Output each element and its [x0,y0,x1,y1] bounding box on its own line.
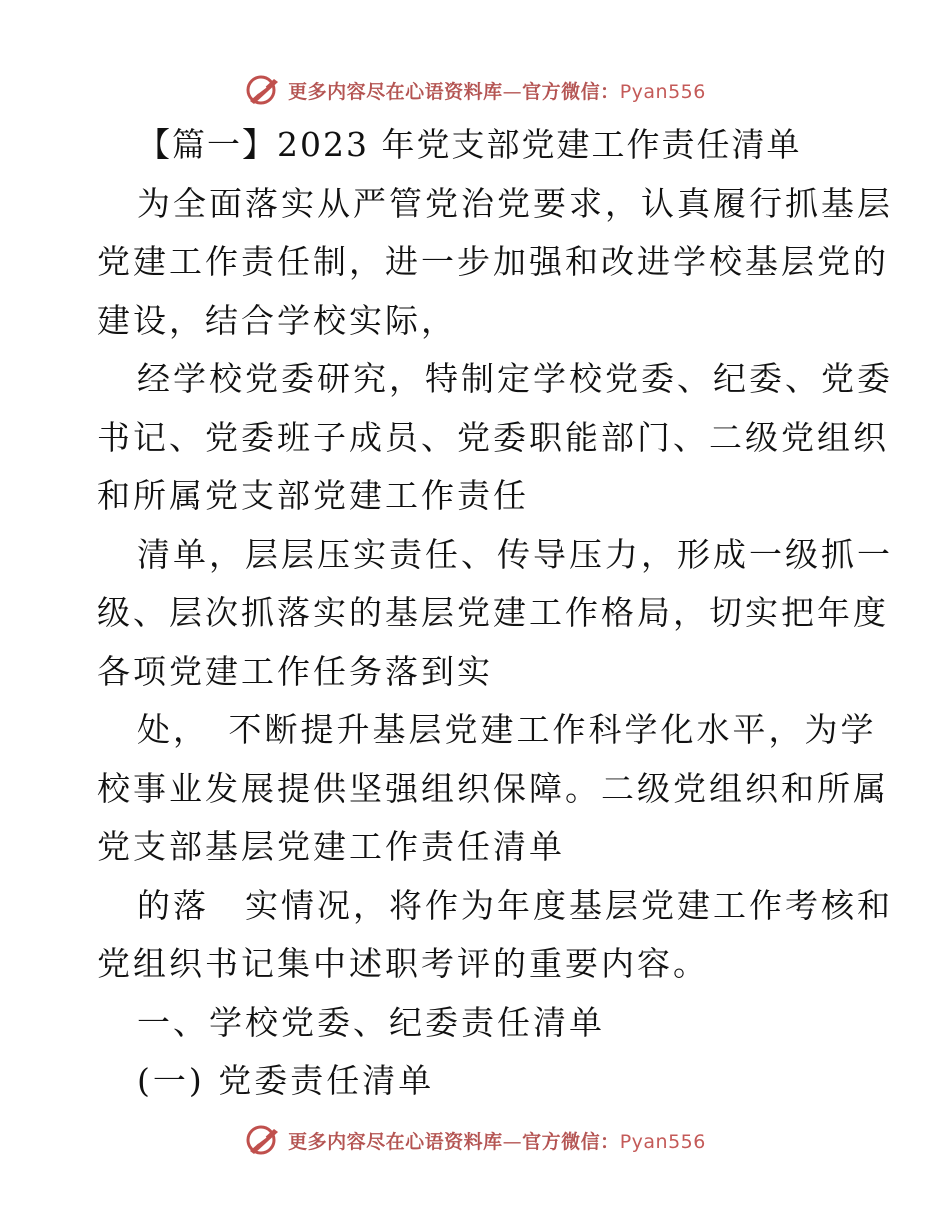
watermark-separator: — [502,80,523,103]
document-title: 【篇一】2023 年党支部党建工作责任清单 [137,125,802,164]
watermark-text [288,1127,706,1154]
pen-logo-icon [244,1123,282,1157]
document-body [97,116,893,1111]
pen-logo-icon [244,73,282,107]
watermark-site-name: 更多内容尽在心语资料库 [288,80,503,103]
paragraph-line: 书记、党委班子成员、党委职能部门、二级党组织 [97,417,889,457]
paragraph-line: 清单，层层压实责任、传导压力，形成一级抓一 [137,534,893,574]
watermark-contact-label: 官方微信： [522,80,620,103]
paragraph-line: 建设，结合学校实际， [97,300,457,340]
paragraph-line: 和所属党支部党建工作责任 [97,476,529,515]
watermark-text [288,77,706,104]
watermark-banner-bottom [0,1120,950,1160]
subsection-heading: (一) 党委责任清单 [137,1061,435,1100]
paragraph-line: 党建工作责任制，进一步加强和改进学校基层党的 [97,242,889,281]
paragraph-line: 的落 实情况，将作为年度基层党建工作考核和 [137,885,893,925]
paragraph-line: 为全面落实从严管党治党要求，认真履行抓基层 [137,183,893,223]
watermark-banner-top [0,70,950,110]
paragraph-line: 经学校党委研究，特制定学校党委、纪委、党委 [137,359,893,398]
watermark-separator: — [502,1130,523,1153]
watermark-contact-id: Pyan556 [619,1130,706,1153]
paragraph-line: 党组织书记集中述职考评的重要内容。 [97,944,709,983]
paragraph-line: 党支部基层党建工作责任清单 [97,827,565,866]
watermark-contact-label: 官方微信： [522,1130,620,1153]
section-heading: 一、学校党委、纪委责任清单 [137,1002,605,1042]
paragraph-line: 校事业发展提供坚强组织保障。二级党组织和所属 [97,768,889,808]
paragraph-line: 级、层次抓落实的基层党建工作格局，切实把年度 [97,593,889,632]
watermark-contact-id: Pyan556 [619,80,706,103]
watermark-site-name: 更多内容尽在心语资料库 [288,1130,503,1153]
paragraph-line: 各项党建工作任务落到实 [97,651,493,691]
paragraph-line: 处， 不断提升基层党建工作科学化水平，为学 [137,710,877,749]
